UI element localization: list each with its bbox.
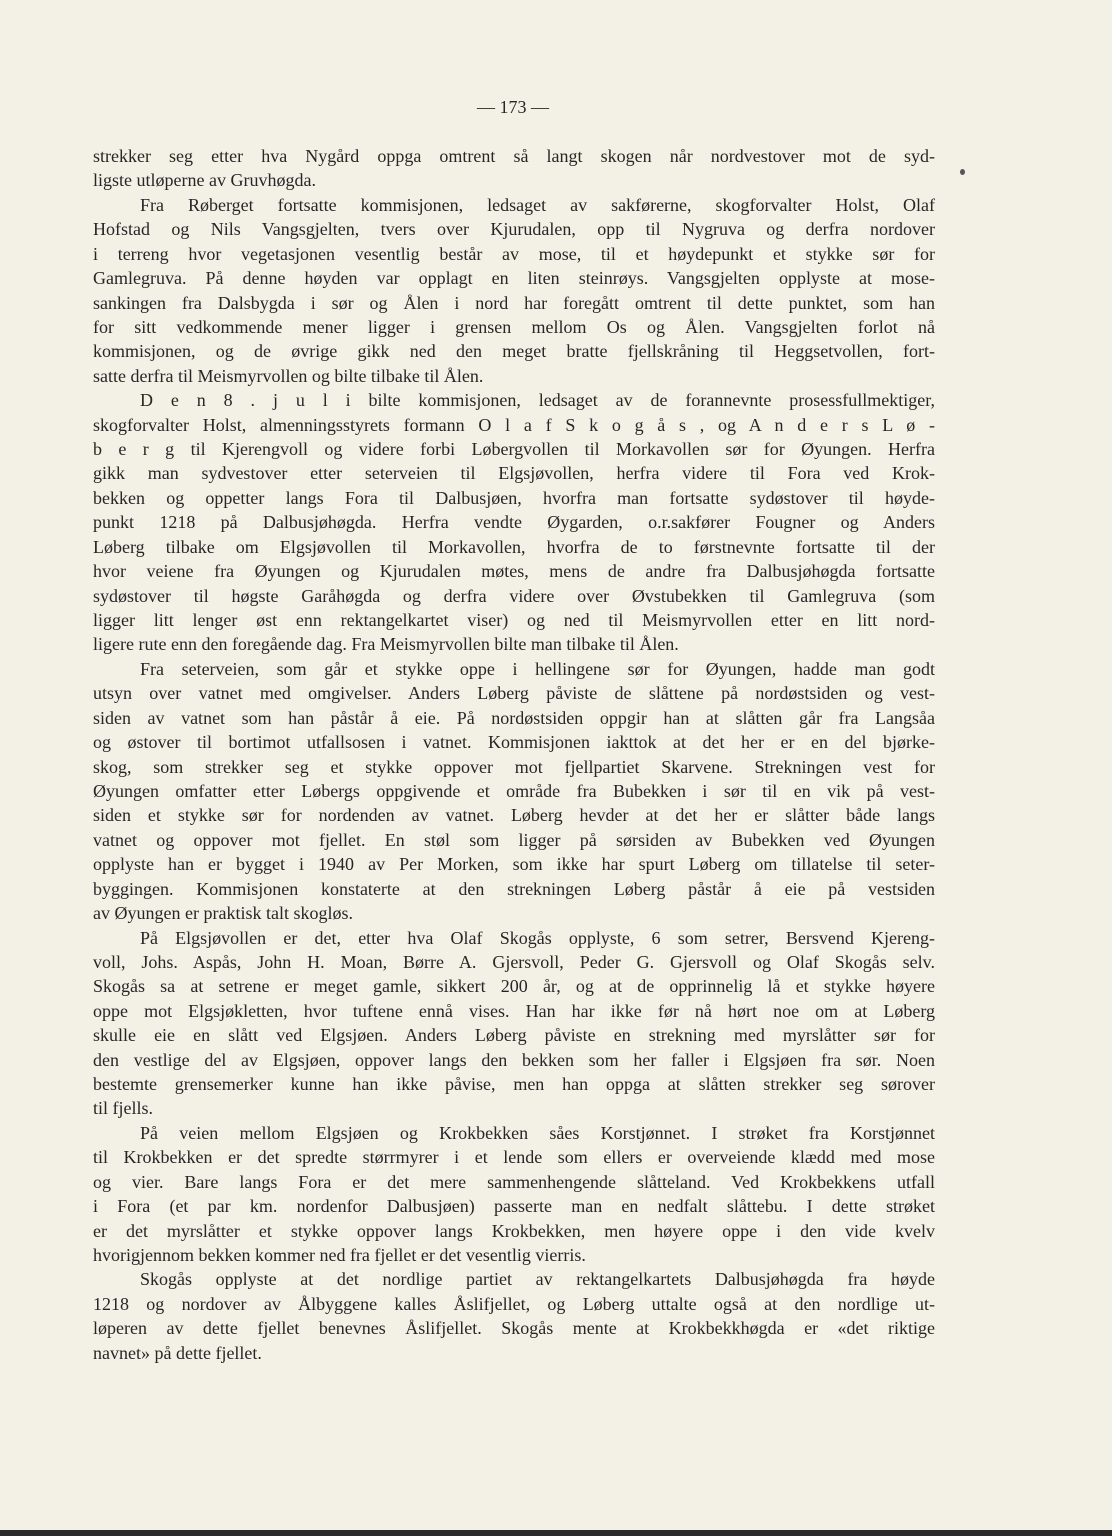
text-line: løperen av dette fjellet benevnes Åslifjellet. Skogås mente at Krokbekkhøgda er «det riktige [93,1318,935,1339]
text-line: På Elgsjøvollen er det, etter hva Olaf Skogås opplyste, 6 som setrer, Bersvend Kjereng- [140,927,935,948]
text-line: bekken og oppetter langs Fora til Dalbusjøen, hvorfra man fortsatte sydøstover til høyde- [93,487,935,508]
text-line: av Øyungen er praktisk talt skogløs. [93,903,353,924]
paragraph [93,193,935,388]
text-line: satte derfra til Meismyrvollen og bilte tilbake til Ålen. [93,365,484,386]
text-line: Fra Røberget fortsatte kommisjonen, ledsaget av sakførerne, skogforvalter Holst, Olaf [140,194,935,215]
text-line: På veien mellom Elgsjøen og Krokbekken såes Korstjønnet. I strøket fra Korstjønnet [140,1122,935,1143]
text-line: den vestlige del av Elgsjøen, oppover langs den bekken som her faller i Elgsjøen fra sør. Noen [93,1049,935,1070]
body-text [93,144,935,1365]
scan-speck [960,169,965,175]
text-line: oppe mot Elgsjøkletten, hvor tuftene ennå vises. Han har ikke før nå hørt noe om at Løberg [93,1000,935,1021]
text-line: bestemte grensemerker kunne han ikke påvise, men han oppga at slåtten strekker seg sørover [93,1074,935,1095]
text-line: til fjells. [93,1098,153,1119]
text-line: D e n 8 . j u l i bilte kommisjonen, ledsaget av de forannevnte prosessfullmektiger, [140,390,935,411]
text-line: sydøstover til høgste Garåhøgda og derfra videre over Øvstubekken til Gamlegruva (som [93,585,935,606]
text-line: skulle eie en slått ved Elgsjøen. Anders Løberg påviste en strekning med myrslåtter sør for [93,1025,935,1046]
text-line: 1218 og nordover av Ålbyggene kalles Åslifjellet, og Løberg uttalte også at den nordlige ut- [93,1293,935,1314]
text-line: ligger litt lenger øst enn rektangelkartet viser) og ned til Meismyrvollen etter en litt nord- [93,610,935,631]
text-line: voll, Johs. Aspås, John H. Moan, Børre A. Gjersvoll, Peder G. Gjersvoll og Olaf Skogås selv. [93,951,935,972]
text-line: Skogås sa at setrene er meget gamle, sikkert 200 år, og at de opprinnelig lå et stykke høyere [93,976,935,997]
text-line: opplyste han er bygget i 1940 av Per Morken, som ikke har spurt Løberg om tillatelse til seter- [93,854,935,875]
text-line: Gamlegruva. På denne høyden var opplagt en liten steinrøys. Vangsgjelten opplyste at mose- [93,268,935,289]
text-line: kommisjonen, og de øvrige gikk ned den meget bratte fjellskråning til Heggsetvollen, fort- [93,341,935,362]
text-line: og vier. Bare langs Fora er det mere sammenhengende slåtteland. Ved Krokbekkens utfall [93,1171,935,1192]
text-line: til Krokbekken er det spredte størrmyrer i et lende som ellers er overveiende klædd med mose [93,1147,935,1168]
text-line: siden av vatnet som han påstår å eie. På nordøstsiden oppgir han at slåtten går fra Langsåa [93,707,935,728]
text-line: for sitt vedkommende mener ligger i grensen mellom Os og Ålen. Vangsgjelten forlot nå [93,316,935,337]
text-line: i terreng hvor vegetasjonen vesentlig består av mose, til et høydepunkt et stykke sør for [93,243,935,264]
text-line: utsyn over vatnet med omgivelser. Anders Løberg påviste de slåttene på nordøstsiden og vest- [93,683,935,704]
paragraph [93,657,935,926]
text-line: navnet» på dette fjellet. [93,1342,262,1363]
text-line: hvor veiene fra Øyungen og Kjurudalen møtes, mens de andre fra Dalbusjøhøgda fortsatte [93,561,935,582]
text-line: sankingen fra Dalsbygda i sør og Ålen i nord har foregått omtrent til dette punktet, som han [93,292,935,313]
text-line: Øyungen omfatter etter Løbergs oppgivende et område fra Bubekken i sør til en vik på vest- [93,780,935,801]
text-line: er det myrslåtter et stykke oppover langs Krokbekken, men høyere oppe i den vide kvelv [93,1220,935,1241]
text-line: skog, som strekker seg et stykke oppover mot fjellpartiet Skarvene. Strekningen vest for [93,756,935,777]
text-line: ligere rute enn den foregående dag. Fra Meismyrvollen bilte man tilbake til Ålen. [93,634,679,655]
paragraph [93,1267,935,1365]
text-line: Hofstad og Nils Vangsgjelten, tvers over Kjurudalen, opp til Nygruva og derfra nordover [93,219,935,240]
text-line: gikk man sydvestover etter seterveien til Elgsjøvollen, herfra videre til Fora ved Krok- [93,463,935,484]
text-line: vatnet og oppover mot fjellet. En støl som ligger på sørsiden av Bubekken ved Øyungen [93,829,935,850]
text-line: Fra seterveien, som går et stykke oppe i hellingene sør for Øyungen, hadde man godt [140,658,935,679]
text-line: skogforvalter Holst, almenningsstyrets formann O l a f S k o g å s , og A n d e r s L ø - [93,414,935,435]
text-line: Skogås opplyste at det nordlige partiet av rektangelkartets Dalbusjøhøgda fra høyde [140,1269,935,1290]
page-number: — 173 — [477,97,549,117]
text-line: ligste utløperne av Gruvhøgda. [93,170,316,191]
paragraph [93,1121,935,1268]
text-line: Løberg tilbake om Elgsjøvollen til Morkavollen, hvorfra de to førstnevnte fortsatte til der [93,536,935,557]
scan-edge [0,1530,1112,1536]
text-line: byggingen. Kommisjonen konstaterte at den strekningen Løberg påstår å eie på vestsiden [93,878,935,899]
text-line: b e r g til Kjerengvoll og videre forbi Løbergvollen til Morkavollen sør for Øyungen. Herfra [93,439,935,460]
text-line: hvorigjennom bekken kommer ned fra fjellet er det vesentlig vierris. [93,1244,586,1265]
paragraph [93,144,935,193]
text-line: siden et stykke sør for nordenden av vatnet. Løberg hevder at det her er slåtter både langs [93,805,935,826]
text-line: punkt 1218 på Dalbusjøhøgda. Herfra vendte Øygarden, o.r.sakfører Fougner og Anders [93,512,935,533]
paragraph [93,388,935,657]
text-line: strekker seg etter hva Nygård oppga omtrent så langt skogen når nordvestover mot de syd- [93,146,935,166]
text-line: og østover til bortimot utfallsosen i vatnet. Kommisjonen iakttok at det her er en del bjørke- [93,732,935,753]
text-line: i Fora (et par km. nordenfor Dalbusjøen) passerte man en nedfalt slåttebu. I dette strøket [93,1196,935,1217]
paragraph [93,926,935,1121]
